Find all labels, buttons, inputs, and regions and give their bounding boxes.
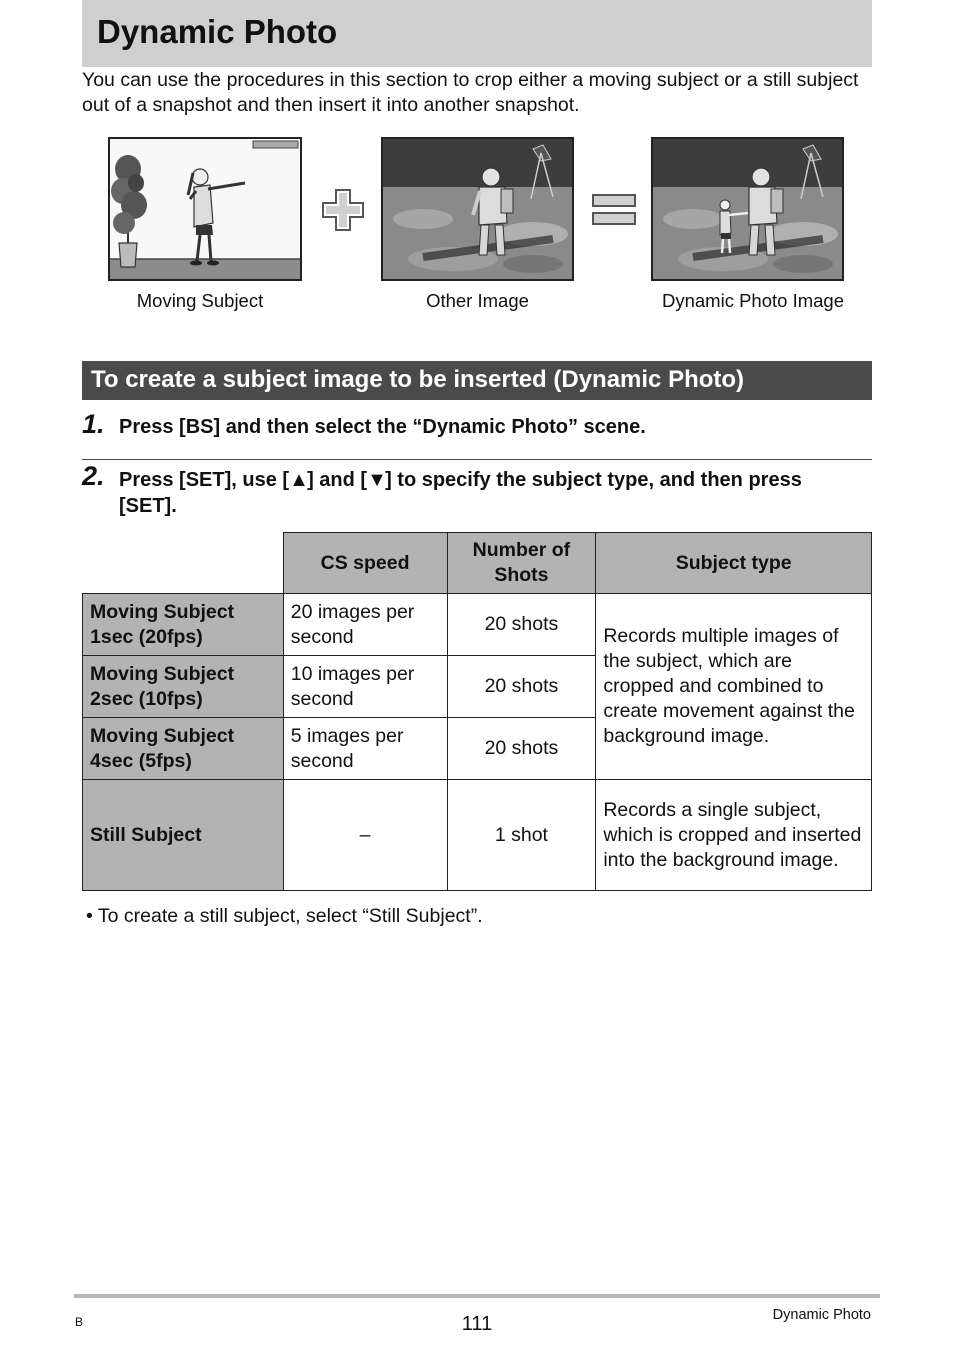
step-2-text-part-1: Press [SET], use [ — [119, 469, 290, 491]
girl-and-astronaut-illustration — [653, 139, 842, 279]
shots-cell: 1 shot — [447, 780, 596, 891]
intro-paragraph: You can use the procedures in this section to crop either a moving subject or a still subject out of a snapshot and then insert it into another snapshot. — [82, 69, 859, 116]
table-row — [83, 780, 872, 891]
footer-section-name: Dynamic Photo — [772, 1307, 871, 1323]
moving-subject-image — [108, 137, 302, 281]
page-number: 111 — [461, 1313, 493, 1335]
row-label: Moving Subject 1sec (20fps) — [83, 594, 284, 656]
girl-with-plant-illustration — [110, 139, 300, 279]
footer-language-code: B — [75, 1315, 84, 1329]
bullet-note: • To create a still subject, select “Still Subject”. — [86, 905, 483, 927]
column-header-subject-type: Subject type — [596, 533, 872, 594]
page-title: Dynamic Photo — [97, 13, 338, 50]
row-label: Moving Subject 2sec (10fps) — [83, 656, 284, 718]
step-2-text — [119, 467, 859, 519]
plus-icon — [321, 189, 365, 236]
subject-type-table — [82, 532, 872, 891]
section-header-bar — [82, 361, 872, 400]
step-2-text-part-3: ] to specify the subject type, and then press [SET]. — [119, 469, 802, 517]
cs-speed-cell: – — [283, 780, 447, 891]
section-title: To create a subject image to be inserted (Dynamic Photo) — [91, 366, 745, 393]
table-corner-cell — [83, 533, 284, 594]
cs-speed-cell: 10 images per second — [283, 656, 447, 718]
step-divider — [82, 459, 872, 460]
figure-caption-moving-subject: Moving Subject — [136, 290, 264, 311]
column-header-cs-speed: CS speed — [283, 533, 447, 594]
moving-subject-description: Records multiple images of the subject, which are cropped and combined to create movement against the background image. — [596, 594, 872, 780]
other-image — [381, 137, 574, 281]
table-row — [83, 594, 872, 656]
page-title-bar — [82, 0, 872, 67]
table-header-row — [83, 533, 872, 594]
row-label: Still Subject — [83, 780, 284, 891]
still-subject-description: Records a single subject, which is cropped and inserted into the background image. — [596, 780, 872, 891]
step-2-text-part-2: ] and [ — [307, 469, 368, 491]
footer-rule — [74, 1294, 880, 1298]
column-header-number-of-shots: Number of Shots — [447, 533, 596, 594]
down-triangle-icon: ▼ — [367, 469, 387, 491]
step-2-number: 2. — [82, 461, 105, 491]
shots-cell: 20 shots — [447, 656, 596, 718]
astronaut-on-moon-illustration — [383, 139, 572, 279]
shots-cell: 20 shots — [447, 718, 596, 780]
cs-speed-cell: 5 images per second — [283, 718, 447, 780]
row-label: Moving Subject 4sec (5fps) — [83, 718, 284, 780]
cs-speed-cell: 20 images per second — [283, 594, 447, 656]
step-1-text: Press [BS] and then select the “Dynamic Photo” scene. — [119, 416, 646, 438]
dynamic-photo-image — [651, 137, 844, 281]
figure-caption-dynamic-photo: Dynamic Photo Image — [661, 290, 844, 311]
equals-icon — [592, 193, 636, 232]
figure-caption-other-image: Other Image — [426, 290, 529, 311]
up-triangle-icon: ▲ — [289, 469, 309, 491]
shots-cell: 20 shots — [447, 594, 596, 656]
step-1-number: 1. — [82, 409, 105, 439]
